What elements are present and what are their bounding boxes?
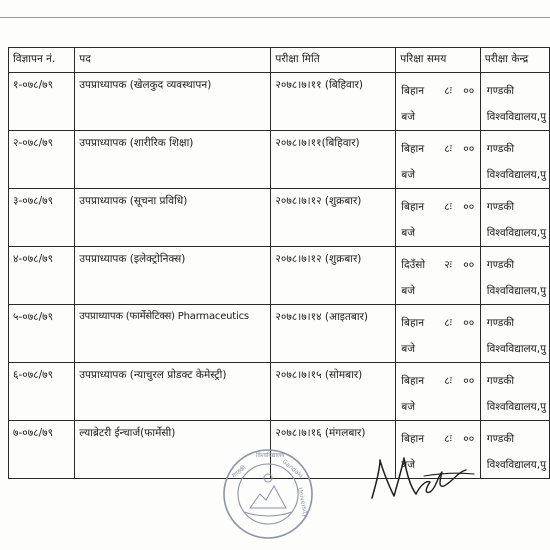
- time-suffix: बजे: [401, 401, 416, 413]
- center-line-1: गण्डकी: [486, 317, 515, 329]
- time-minute: ००: [463, 317, 475, 329]
- time-period: बिहान: [401, 143, 425, 155]
- exam-time-cell: [396, 363, 481, 421]
- header-post: पद: [75, 48, 271, 73]
- exam-date-cell: २०७८।७।११(बिहिवार): [271, 131, 396, 189]
- post-cell: उपप्राध्यापक (न्याचुरल प्रोडक्ट केमेस्ट्री): [75, 363, 271, 421]
- time-hour: ८ः: [444, 85, 452, 97]
- table-header-row: [9, 48, 550, 73]
- exam-time-cell: [396, 131, 481, 189]
- time-minute: ००: [463, 143, 475, 155]
- svg-text:विश्वविद्यालय: विश्वविद्यालय: [256, 452, 285, 459]
- time-hour: ८ः: [444, 143, 452, 155]
- center-line-2: विश्वविद्यालय,पु: [486, 343, 547, 355]
- center-line-2: विश्वविद्यालय,पु: [486, 111, 547, 123]
- exam-center-cell: [480, 189, 549, 247]
- center-line-1: गण्डकी: [486, 375, 515, 387]
- ad-number-cell: ४-०७८/७९: [9, 247, 75, 305]
- time-period: बिहान: [401, 375, 425, 387]
- center-line-2: विश्वविद्यालय,पु: [486, 459, 547, 471]
- time-period: बिहान: [401, 85, 425, 97]
- page-top-rule: [0, 17, 550, 18]
- time-hour: ८ः: [444, 201, 452, 213]
- exam-center-cell: [480, 363, 549, 421]
- center-line-1: गण्डकी: [486, 143, 515, 155]
- exam-time-cell: [396, 189, 481, 247]
- center-line-1: गण्डकी: [486, 201, 515, 213]
- ad-number-cell: ३-०७८/७९: [9, 189, 75, 247]
- center-line-2: विश्वविद्यालय,पु: [486, 227, 547, 239]
- ad-number-cell: ७-०७८/७९: [9, 421, 75, 479]
- exam-schedule-table: [8, 47, 550, 479]
- time-period: बिहान: [401, 201, 425, 213]
- post-cell: उपप्राध्यापक (शारीरिक शिक्षा): [75, 131, 271, 189]
- exam-date-cell: २०७८।७।११ (बिहिवार): [271, 73, 396, 131]
- time-minute: ००: [463, 433, 475, 445]
- header-exam-time: परिक्षा समय: [396, 48, 481, 73]
- table-row: [9, 73, 550, 131]
- center-line-1: गण्डकी: [486, 433, 515, 445]
- exam-date-cell: २०७८।७।१२ (शुक्रबार): [271, 247, 396, 305]
- post-cell: ल्याब्रेटरी ईन्चार्ज(फार्मेसी): [75, 421, 271, 479]
- svg-text:Gandaki: Gandaki: [280, 458, 305, 480]
- center-line-2: विश्वविद्यालय,पु: [486, 401, 547, 413]
- time-minute: ००: [463, 85, 475, 97]
- svg-text:University: University: [296, 486, 310, 519]
- ad-number-cell: ५-०७८/७९: [9, 305, 75, 363]
- ad-number-cell: १-०७८/७९: [9, 73, 75, 131]
- time-suffix: बजे: [401, 343, 416, 355]
- post-cell: उपप्राध्यापक (खेलकुद व्यवस्थापन): [75, 73, 271, 131]
- center-line-2: विश्वविद्यालय,पु: [486, 169, 547, 181]
- signature: [366, 446, 478, 508]
- time-period: बिहान: [401, 433, 425, 445]
- center-line-1: गण्डकी: [486, 259, 515, 271]
- exam-center-cell: [480, 305, 549, 363]
- time-suffix: बजे: [401, 285, 416, 297]
- svg-text:गण्डकी: गण्डकी: [230, 464, 248, 480]
- exam-date-cell: २०७८।७।१४ (आइतबार): [271, 305, 396, 363]
- table-row: [9, 363, 550, 421]
- exam-center-cell: [480, 131, 549, 189]
- header-exam-center: परीक्षा केन्द्र: [480, 48, 549, 73]
- time-suffix: बजे: [401, 169, 416, 181]
- exam-center-cell: [480, 73, 549, 131]
- exam-center-cell: [480, 247, 549, 305]
- time-minute: ००: [463, 375, 475, 387]
- exam-date-cell: २०७८।७।१५ (सोमबार): [271, 363, 396, 421]
- header-exam-date: परीक्षा मिति: [271, 48, 396, 73]
- time-suffix: बजे: [401, 111, 416, 123]
- center-line-1: गण्डकी: [486, 85, 515, 97]
- exam-date-cell: २०७८।७।१६ (मंगलबार): [271, 421, 396, 479]
- exam-time-cell: [396, 247, 481, 305]
- header-ad-number: विज्ञापन नं.: [9, 48, 75, 73]
- time-period: दिउँसो: [401, 259, 426, 271]
- time-minute: ००: [463, 259, 475, 271]
- exam-center-cell: [480, 421, 549, 479]
- time-hour: ८ः: [444, 433, 452, 445]
- exam-time-cell: [396, 73, 481, 131]
- time-minute: ००: [463, 201, 475, 213]
- post-cell: उपप्राध्यापक (इलेक्ट्रोनिक्स): [75, 247, 271, 305]
- table-row: [9, 131, 550, 189]
- time-suffix: बजे: [401, 227, 416, 239]
- exam-time-cell: [396, 305, 481, 363]
- time-hour: ८ः: [444, 317, 452, 329]
- center-line-2: विश्वविद्यालय,पु: [486, 285, 547, 297]
- table-row: [9, 247, 550, 305]
- time-suffix: बजे: [401, 459, 416, 471]
- university-seal: [222, 448, 314, 540]
- ad-number-cell: २-०७८/७९: [9, 131, 75, 189]
- table-row: [9, 189, 550, 247]
- exam-date-cell: २०७८।७।१२ (शुक्रबार): [271, 189, 396, 247]
- table-row: [9, 305, 550, 363]
- time-hour: २ः: [444, 259, 452, 271]
- post-cell: उपप्राध्यापक (फार्मेसेटिक्स) Pharmaceutics: [75, 305, 271, 363]
- ad-number-cell: ६-०७८/७९: [9, 363, 75, 421]
- time-period: बिहान: [401, 317, 425, 329]
- time-hour: ८ः: [444, 375, 452, 387]
- post-cell: उपप्राध्यापक (सूचना प्रविधि): [75, 189, 271, 247]
